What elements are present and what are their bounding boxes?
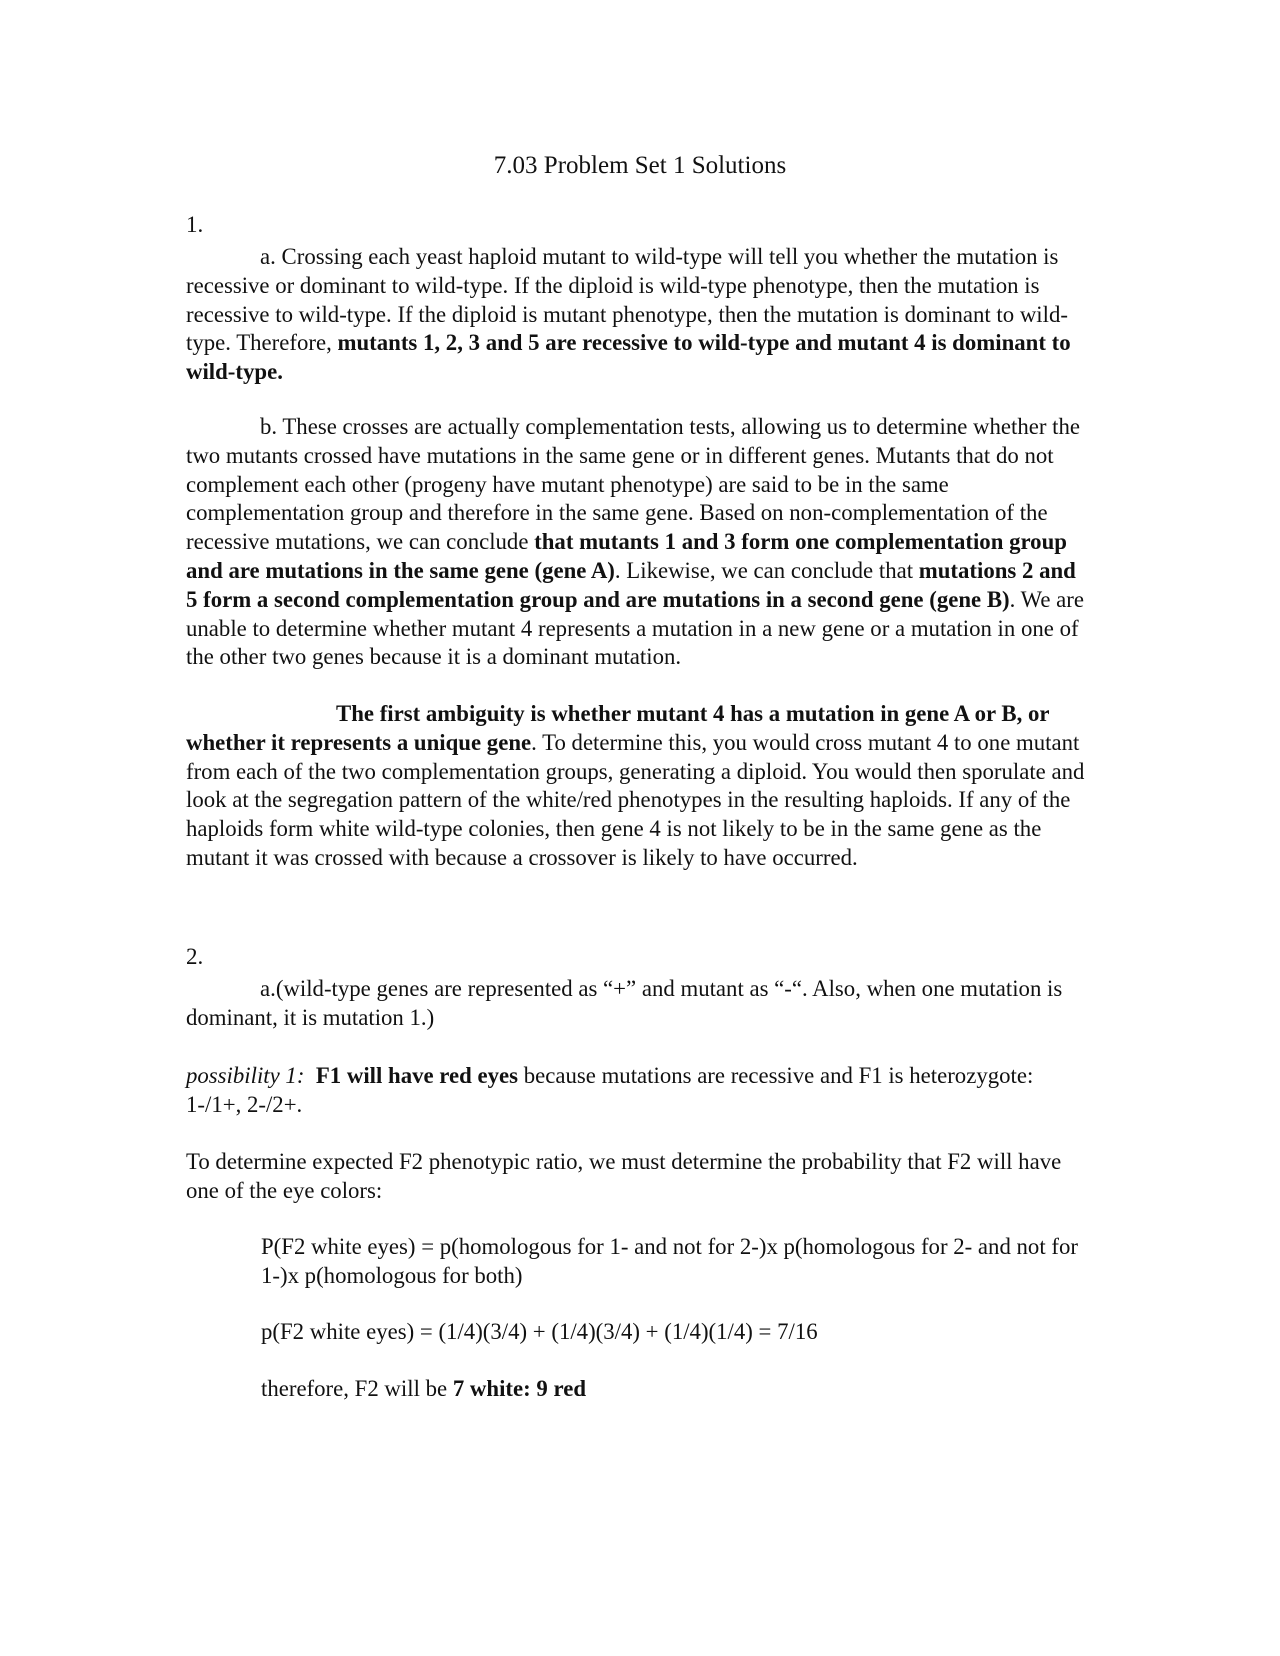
- q1-part-b-paragraph: [186, 413, 1086, 672]
- q2-ratio-conclusion: [261, 1375, 1091, 1404]
- question-2-number: 2.: [186, 944, 204, 969]
- q1a-bold-conclusion: mutants 1, 2, 3 and 5 are recessive to wild-type and mutant 4 is dominant to wild-type.: [186, 330, 1071, 385]
- q2-possibility-label: possibility 1:: [186, 1063, 305, 1088]
- question-1-number: 1.: [186, 212, 204, 237]
- q2-possibility-bold: F1 will have red eyes: [315, 1063, 519, 1088]
- q1c-bold-ambiguity: The first ambiguity is whether mutant 4 has a mutation in gene A or B, or whether it represents a unique gene: [186, 701, 1050, 755]
- q1c-text: . To determine this, you would cross mutant 4 to one mutant from each of the two complementation groups, generating a diploid. You would then sporulate and look at the segregation pattern of the white/red phenotypes in the resulting haploids. If any of the haploids form white wild-type colonies, then gene 4 is not likely to be in the same gene as the mutant it was crossed with because a crossover is likely to have occurred.: [186, 729, 1085, 870]
- q2-possibility-1-paragraph: [186, 1062, 1086, 1120]
- q2-ratio-bold: 7 white: 9 red: [452, 1376, 587, 1401]
- q1b-text-1: b. These crosses are actually complementation tests, allowing us to determine whether the two mutants crossed have mutations in the same gene or in different genes. Mutants that do not complement each other (progeny have mutant phenotype) are said to be in the same complementation group and therefore in the same gene. Based on non-complementation of the recessive mutations, we can conclude: [186, 414, 1081, 555]
- q2-possibility-text: because mutations are recessive and F1 is heterozygote: 1-/1+, 2-/2+.: [186, 1063, 1034, 1117]
- q2-part-a-paragraph: a.(wild-type genes are represented as “+” and mutant as “-“. Also, when one mutation is dominant, it is mutation 1.): [186, 976, 1063, 1030]
- q1-part-a-paragraph: [186, 243, 1086, 387]
- q2-determine-paragraph: To determine expected F2 phenotypic ratio, we must determine the probability that F2 will have one of the eye colors:: [186, 1149, 1062, 1203]
- q2-ratio-text: therefore, F2 will be: [261, 1376, 453, 1401]
- q1b-bold-gene-b: mutations 2 and 5 form a second complementation group and are mutations in a second gene (gene B): [186, 557, 1076, 612]
- q1b-bold-gene-a: that mutants 1 and 3 form one complementation group and are mutations in the same gene (gene A): [186, 529, 1067, 583]
- q1b-text-3: . We are unable to determine whether mutant 4 represents a mutation in a new gene or a mutation in one of the other two genes because it is a dominant mutation.: [186, 586, 1084, 670]
- q2-formula-white-eyes-definition: P(F2 white eyes) = p(homologous for 1- and not for 2-)x p(homologous for 2- and not for 1-)x p(homologous for both): [261, 1234, 1078, 1288]
- q1-ambiguity-paragraph: [186, 700, 1086, 873]
- page-title: 7.03 Problem Set 1 Solutions: [493, 152, 787, 179]
- q2-formula-white-eyes-calculation: p(F2 white eyes) = (1/4)(3/4) + (1/4)(3/4) + (1/4)(1/4) = 7/16: [261, 1319, 818, 1344]
- q1a-text: a. Crossing each yeast haploid mutant to wild-type will tell you whether the mutation is recessive or dominant to wild-type. If the diploid is wild-type phenotype, then the mutation is recessive to wild-type. If the diploid is mutant phenotype, then the mutation is dominant to wild-type. Therefore,: [186, 244, 1068, 356]
- q1b-text-2: . Likewise, we can conclude that: [614, 557, 919, 583]
